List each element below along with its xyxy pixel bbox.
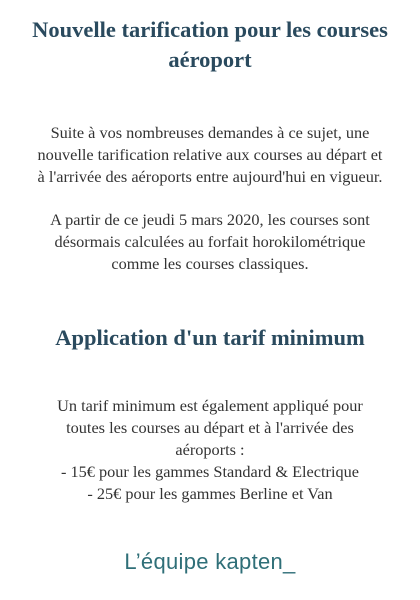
minimum-line-1: Un tarif minimum est également appliqué pour	[57, 396, 363, 415]
page-title	[14, 0, 406, 75]
intro-line-2: nouvelle tarification relative aux courses au départ et	[37, 145, 383, 164]
section-title: Application d'un tarif minimum	[55, 325, 365, 350]
minimum-fare-paragraph	[14, 395, 406, 505]
details-paragraph	[14, 209, 406, 275]
price-item-berline: - 25€ pour les gammes Berline et Van	[87, 484, 333, 503]
intro-line-3: à l'arrivée des aéroports entre aujourd'hui en vigueur.	[37, 167, 383, 186]
price-item-standard: - 15€ pour les gammes Standard & Electrique	[61, 462, 359, 481]
intro-paragraph	[14, 122, 406, 188]
intro-line-1: Suite à vos nombreuses demandes à ce sujet, une	[50, 123, 370, 142]
page-title-line-1: Nouvelle tarification pour les courses	[32, 17, 388, 42]
minimum-line-3: aéroports :	[175, 440, 245, 459]
minimum-line-2: toutes les courses au départ et à l'arrivée des	[66, 418, 354, 437]
page-title-line-2: aéroport	[168, 47, 252, 72]
details-line-2: désormais calculées au forfait horokilométrique	[54, 232, 366, 251]
signature-logo: L’équipe kapten_	[124, 549, 296, 574]
details-line-1: A partir de ce jeudi 5 mars 2020, les courses sont	[50, 210, 370, 229]
details-line-3: comme les courses classiques.	[111, 254, 309, 273]
